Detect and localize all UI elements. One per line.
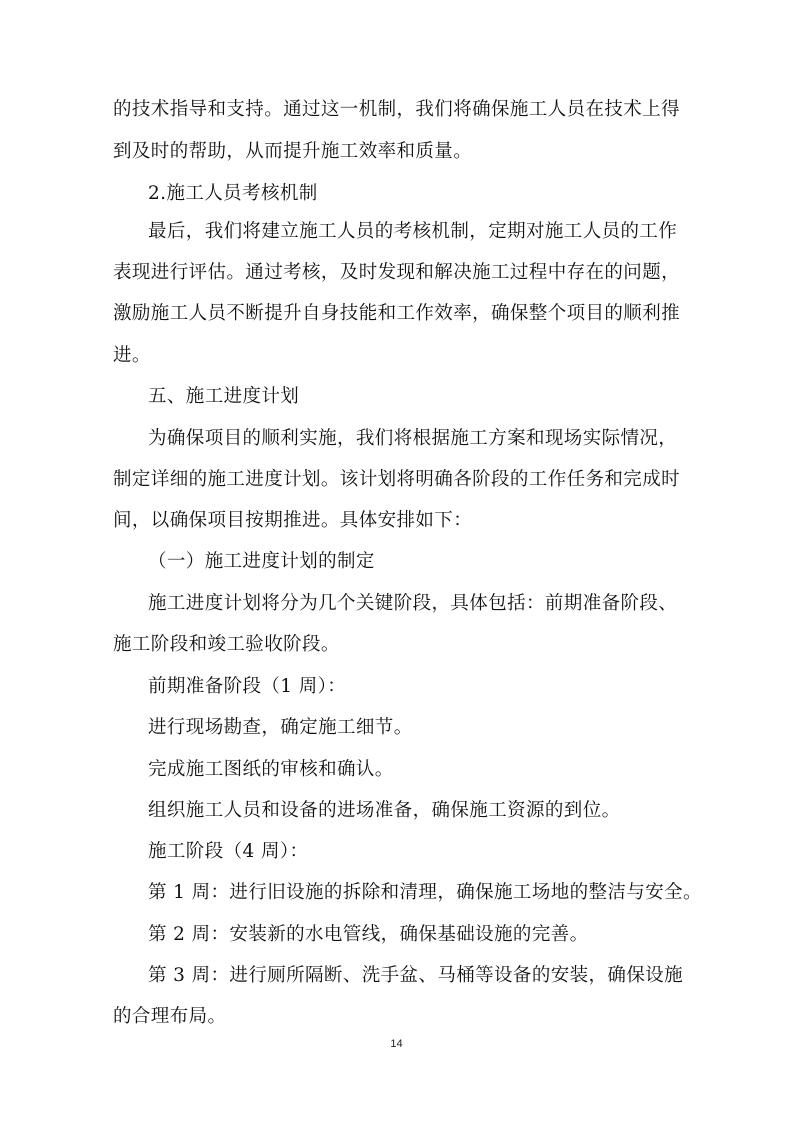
list-item: 进行现场勘查，确定施工细节。 [148,717,413,738]
subsection-heading: （一）施工进度计划的制定 [148,551,375,572]
body-text-line: 激励施工人员不断提升自身技能和工作效率，确保整个项目的顺利推 [113,303,681,324]
subsection-heading: 2.施工人员考核机制 [148,183,318,204]
body-text-line: 表现进行评估。通过考核，及时发现和解决施工过程中存在的问题， [113,262,681,283]
section-heading: 五、施工进度计划 [148,386,300,407]
phase-heading: 前期准备阶段（1 周）： [148,676,347,697]
body-text-line: 为确保项目的顺利实施，我们将根据施工方案和现场实际情况， [148,428,678,449]
body-text-line: 施工阶段和竣工验收阶段。 [113,634,340,655]
body-text-line: 最后，我们将建立施工人员的考核机制，定期对施工人员的工作 [148,221,678,242]
list-item: 组织施工人员和设备的进场准备，确保施工资源的到位。 [148,800,621,821]
list-item: 完成施工图纸的审核和确认。 [148,759,394,780]
phase-heading: 施工阶段（4 周）： [148,841,309,862]
list-item: 第 3 周：进行厕所隔断、洗手盆、马桶等设备的安装，确保设施 [148,965,684,986]
body-text-line: 的技术指导和支持。通过这一机制，我们将确保施工人员在技术上得 [113,99,681,120]
list-item: 第 1 周：进行旧设施的拆除和清理，确保施工场地的整洁与安全。 [148,882,702,903]
body-text-line: 的合理布局。 [113,1006,227,1027]
list-item: 第 2 周：安装新的水电管线，确保基础设施的完善。 [148,924,589,945]
body-text-line: 到及时的帮助，从而提升施工效率和质量。 [113,141,473,162]
body-text-line: 进。 [113,345,151,366]
body-text-line: 施工进度计划将分为几个关键阶段，具体包括：前期准备阶段、 [148,593,678,614]
page-number: 14 [390,1038,403,1050]
body-text-line: 制定详细的施工进度计划。该计划将明确各阶段的工作任务和完成时 [113,469,681,490]
body-text-line: 间，以确保项目按期推进。具体安排如下： [113,510,473,531]
